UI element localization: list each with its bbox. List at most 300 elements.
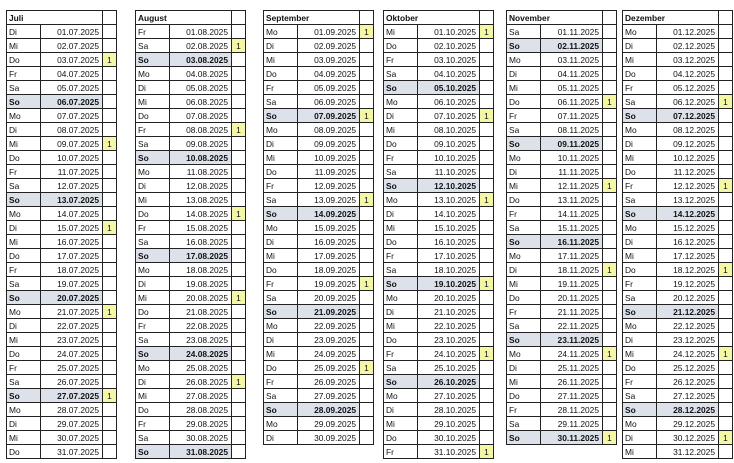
weekday-cell: Mi	[384, 319, 418, 333]
date-cell: 04.11.2025	[541, 67, 603, 81]
day-row	[623, 249, 733, 263]
flag-cell: 1	[360, 193, 374, 207]
flag-cell	[603, 249, 617, 263]
day-row	[384, 375, 494, 389]
date-cell: 07.09.2025	[298, 109, 360, 123]
day-row	[7, 221, 117, 235]
weekday-cell: Do	[136, 305, 170, 319]
weekday-cell: So	[507, 431, 541, 445]
flag-cell	[603, 151, 617, 165]
date-cell: 30.09.2025	[298, 431, 360, 445]
date-cell: 03.09.2025	[298, 53, 360, 67]
weekday-cell: Sa	[623, 291, 657, 305]
weekday-cell: Mi	[507, 81, 541, 95]
month-header-row	[507, 11, 617, 25]
weekday-cell: Do	[384, 137, 418, 151]
weekday-cell: Fr	[507, 305, 541, 319]
day-row	[507, 319, 617, 333]
flag-cell: 1	[103, 53, 117, 67]
date-cell: 11.09.2025	[298, 165, 360, 179]
day-row	[7, 123, 117, 137]
weekday-cell: Mi	[623, 249, 657, 263]
weekday-cell: Do	[7, 445, 41, 459]
weekday-cell: So	[264, 109, 298, 123]
weekday-cell: So	[384, 81, 418, 95]
weekday-cell: Do	[136, 403, 170, 417]
flag-cell	[232, 165, 246, 179]
weekday-cell: Di	[623, 431, 657, 445]
date-cell: 09.10.2025	[418, 137, 480, 151]
weekday-cell: Fr	[623, 375, 657, 389]
weekday-cell: So	[623, 403, 657, 417]
day-row	[136, 361, 246, 375]
flag-cell	[360, 53, 374, 67]
date-cell: 12.12.2025	[657, 179, 719, 193]
weekday-cell: Mo	[384, 95, 418, 109]
date-cell: 11.12.2025	[657, 165, 719, 179]
day-row	[7, 417, 117, 431]
flag-cell	[719, 221, 733, 235]
flag-cell	[719, 81, 733, 95]
weekday-cell: Mi	[384, 417, 418, 431]
date-cell: 23.07.2025	[41, 333, 103, 347]
day-row	[507, 417, 617, 431]
day-row	[136, 109, 246, 123]
date-cell: 18.10.2025	[418, 263, 480, 277]
flag-cell	[232, 109, 246, 123]
month-header-flag-cell	[360, 11, 374, 25]
date-cell: 08.09.2025	[298, 123, 360, 137]
weekday-cell: Di	[507, 361, 541, 375]
flag-cell	[719, 109, 733, 123]
month-title: Oktober	[384, 11, 480, 25]
weekday-cell: Fr	[384, 53, 418, 67]
date-cell: 27.09.2025	[298, 389, 360, 403]
weekday-cell: Mo	[623, 417, 657, 431]
date-cell: 29.12.2025	[657, 417, 719, 431]
flag-cell	[603, 81, 617, 95]
flag-cell	[232, 137, 246, 151]
weekday-cell: Fr	[136, 221, 170, 235]
flag-cell	[360, 123, 374, 137]
month-table-august	[135, 10, 246, 459]
flag-cell	[719, 291, 733, 305]
weekday-cell: Mi	[264, 249, 298, 263]
day-row	[264, 277, 374, 291]
weekday-cell: Fr	[264, 277, 298, 291]
flag-cell: 1	[603, 431, 617, 445]
flag-cell	[360, 403, 374, 417]
weekday-cell: Mi	[507, 277, 541, 291]
weekday-cell: Mi	[7, 39, 41, 53]
weekday-cell: Di	[623, 333, 657, 347]
date-cell: 01.12.2025	[657, 25, 719, 39]
day-row	[264, 319, 374, 333]
flag-cell	[719, 39, 733, 53]
date-cell: 15.08.2025	[170, 221, 232, 235]
day-row	[507, 151, 617, 165]
date-cell: 17.10.2025	[418, 249, 480, 263]
day-row	[384, 165, 494, 179]
weekday-cell: Sa	[136, 431, 170, 445]
date-cell: 26.09.2025	[298, 375, 360, 389]
date-cell: 15.12.2025	[657, 221, 719, 235]
date-cell: 03.10.2025	[418, 53, 480, 67]
flag-cell	[103, 417, 117, 431]
flag-cell	[719, 417, 733, 431]
weekday-cell: Fr	[264, 81, 298, 95]
day-row	[264, 179, 374, 193]
flag-cell	[603, 375, 617, 389]
day-row	[384, 109, 494, 123]
date-cell: 02.09.2025	[298, 39, 360, 53]
day-row	[136, 179, 246, 193]
day-row	[507, 389, 617, 403]
date-cell: 17.08.2025	[170, 249, 232, 263]
flag-cell	[480, 95, 494, 109]
flag-cell	[103, 109, 117, 123]
day-row	[623, 67, 733, 81]
date-cell: 10.10.2025	[418, 151, 480, 165]
date-cell: 22.08.2025	[170, 319, 232, 333]
weekday-cell: Di	[264, 39, 298, 53]
weekday-cell: Mi	[136, 291, 170, 305]
date-cell: 03.08.2025	[170, 53, 232, 67]
day-row	[623, 95, 733, 109]
day-row	[136, 249, 246, 263]
date-cell: 14.11.2025	[541, 207, 603, 221]
flag-cell	[360, 137, 374, 151]
date-cell: 16.07.2025	[41, 235, 103, 249]
month-table-september	[263, 10, 374, 445]
flag-cell	[360, 389, 374, 403]
day-row	[507, 165, 617, 179]
weekday-cell: Di	[7, 319, 41, 333]
date-cell: 04.09.2025	[298, 67, 360, 81]
flag-cell	[719, 235, 733, 249]
date-cell: 22.10.2025	[418, 319, 480, 333]
weekday-cell: Mi	[136, 389, 170, 403]
flag-cell: 1	[719, 347, 733, 361]
day-row	[7, 81, 117, 95]
day-row	[507, 67, 617, 81]
date-cell: 07.08.2025	[170, 109, 232, 123]
date-cell: 06.09.2025	[298, 95, 360, 109]
day-row	[136, 123, 246, 137]
weekday-cell: Di	[136, 375, 170, 389]
flag-cell	[480, 53, 494, 67]
date-cell: 24.08.2025	[170, 347, 232, 361]
date-cell: 27.12.2025	[657, 389, 719, 403]
flag-cell	[719, 389, 733, 403]
weekday-cell: So	[7, 389, 41, 403]
date-cell: 30.07.2025	[41, 431, 103, 445]
day-row	[623, 53, 733, 67]
date-cell: 29.10.2025	[418, 417, 480, 431]
weekday-cell: Di	[7, 25, 41, 39]
weekday-cell: So	[7, 193, 41, 207]
day-row	[7, 53, 117, 67]
date-cell: 09.12.2025	[657, 137, 719, 151]
flag-cell	[719, 445, 733, 459]
weekday-cell: Fr	[384, 151, 418, 165]
weekday-cell: Mi	[384, 221, 418, 235]
flag-cell	[719, 151, 733, 165]
day-row	[136, 263, 246, 277]
date-cell: 21.08.2025	[170, 305, 232, 319]
day-row	[384, 347, 494, 361]
flag-cell	[232, 67, 246, 81]
flag-cell	[103, 347, 117, 361]
date-cell: 29.08.2025	[170, 417, 232, 431]
day-row	[136, 137, 246, 151]
flag-cell	[103, 263, 117, 277]
day-row	[384, 207, 494, 221]
date-cell: 21.12.2025	[657, 305, 719, 319]
day-row	[264, 137, 374, 151]
weekday-cell: Fr	[384, 249, 418, 263]
weekday-cell: Di	[264, 431, 298, 445]
weekday-cell: Mo	[384, 193, 418, 207]
flag-cell	[360, 81, 374, 95]
flag-cell: 1	[103, 137, 117, 151]
date-cell: 12.10.2025	[418, 179, 480, 193]
day-row	[384, 263, 494, 277]
day-row	[623, 361, 733, 375]
flag-cell	[480, 81, 494, 95]
flag-cell	[719, 67, 733, 81]
day-row	[623, 277, 733, 291]
flag-cell	[719, 193, 733, 207]
weekday-cell: Mo	[507, 53, 541, 67]
day-row	[384, 235, 494, 249]
month-table-dezember	[622, 10, 733, 459]
date-cell: 14.08.2025	[170, 207, 232, 221]
day-row	[507, 193, 617, 207]
weekday-cell: Do	[384, 333, 418, 347]
day-row	[7, 179, 117, 193]
day-row	[264, 95, 374, 109]
flag-cell	[232, 445, 246, 459]
date-cell: 01.10.2025	[418, 25, 480, 39]
date-cell: 24.09.2025	[298, 347, 360, 361]
day-row	[623, 417, 733, 431]
flag-cell	[719, 137, 733, 151]
flag-cell	[232, 333, 246, 347]
day-row	[384, 319, 494, 333]
day-row	[264, 305, 374, 319]
date-cell: 01.08.2025	[170, 25, 232, 39]
day-row	[136, 445, 246, 459]
flag-cell	[232, 193, 246, 207]
day-row	[7, 375, 117, 389]
date-cell: 15.11.2025	[541, 221, 603, 235]
month-header-row	[264, 11, 374, 25]
flag-cell	[360, 263, 374, 277]
day-row	[136, 431, 246, 445]
weekday-cell: Di	[623, 235, 657, 249]
date-cell: 05.07.2025	[41, 81, 103, 95]
flag-cell	[103, 319, 117, 333]
date-cell: 10.09.2025	[298, 151, 360, 165]
date-cell: 11.07.2025	[41, 165, 103, 179]
weekday-cell: So	[7, 95, 41, 109]
weekday-cell: Fr	[264, 375, 298, 389]
flag-cell	[480, 151, 494, 165]
day-row	[264, 67, 374, 81]
month-header-flag-cell	[232, 11, 246, 25]
day-row	[384, 53, 494, 67]
flag-cell	[480, 249, 494, 263]
date-cell: 27.10.2025	[418, 389, 480, 403]
date-cell: 05.12.2025	[657, 81, 719, 95]
date-cell: 07.12.2025	[657, 109, 719, 123]
flag-cell	[232, 25, 246, 39]
flag-cell	[719, 375, 733, 389]
day-row	[623, 263, 733, 277]
date-cell: 05.08.2025	[170, 81, 232, 95]
weekday-cell: Do	[264, 165, 298, 179]
weekday-cell: Di	[264, 137, 298, 151]
flag-cell	[719, 403, 733, 417]
day-row	[384, 179, 494, 193]
weekday-cell: Di	[384, 305, 418, 319]
flag-cell	[360, 39, 374, 53]
weekday-cell: Do	[136, 207, 170, 221]
date-cell: 14.10.2025	[418, 207, 480, 221]
flag-cell	[360, 95, 374, 109]
day-row	[623, 235, 733, 249]
flag-cell	[603, 291, 617, 305]
weekday-cell: Di	[136, 81, 170, 95]
weekday-cell: Di	[384, 403, 418, 417]
date-cell: 18.11.2025	[541, 263, 603, 277]
day-row	[7, 431, 117, 445]
weekday-cell: Fr	[136, 319, 170, 333]
day-row	[264, 39, 374, 53]
flag-cell	[603, 221, 617, 235]
weekday-cell: Do	[7, 249, 41, 263]
weekday-cell: Mo	[623, 123, 657, 137]
day-row	[136, 333, 246, 347]
flag-cell	[360, 165, 374, 179]
day-row	[507, 207, 617, 221]
day-row	[7, 207, 117, 221]
flag-cell	[480, 291, 494, 305]
weekday-cell: Do	[7, 347, 41, 361]
day-row	[136, 221, 246, 235]
weekday-cell: Di	[623, 137, 657, 151]
weekday-cell: Fr	[7, 165, 41, 179]
date-cell: 08.07.2025	[41, 123, 103, 137]
flag-cell	[719, 165, 733, 179]
day-row	[623, 207, 733, 221]
weekday-cell: Di	[507, 165, 541, 179]
day-row	[507, 221, 617, 235]
weekday-cell: So	[507, 137, 541, 151]
weekday-cell: Fr	[507, 403, 541, 417]
weekday-cell: Sa	[384, 263, 418, 277]
day-row	[384, 193, 494, 207]
weekday-cell: So	[507, 39, 541, 53]
date-cell: 12.07.2025	[41, 179, 103, 193]
date-cell: 25.07.2025	[41, 361, 103, 375]
flag-cell: 1	[103, 305, 117, 319]
date-cell: 18.09.2025	[298, 263, 360, 277]
day-row	[264, 207, 374, 221]
weekday-cell: Do	[507, 95, 541, 109]
weekday-cell: Fr	[507, 207, 541, 221]
date-cell: 20.12.2025	[657, 291, 719, 305]
day-row	[384, 277, 494, 291]
weekday-cell: Di	[384, 109, 418, 123]
weekday-cell: Mo	[264, 123, 298, 137]
date-cell: 03.11.2025	[541, 53, 603, 67]
flag-cell: 1	[480, 109, 494, 123]
flag-cell	[103, 403, 117, 417]
flag-cell	[719, 123, 733, 137]
day-row	[264, 361, 374, 375]
weekday-cell: Fr	[623, 277, 657, 291]
date-cell: 24.11.2025	[541, 347, 603, 361]
flag-cell	[719, 305, 733, 319]
flag-cell	[103, 249, 117, 263]
date-cell: 10.12.2025	[657, 151, 719, 165]
date-cell: 22.11.2025	[541, 319, 603, 333]
day-row	[7, 25, 117, 39]
flag-cell: 1	[480, 445, 494, 459]
weekday-cell: Sa	[7, 179, 41, 193]
flag-cell	[232, 305, 246, 319]
day-row	[507, 263, 617, 277]
day-row	[136, 305, 246, 319]
weekday-cell: Do	[264, 263, 298, 277]
date-cell: 20.09.2025	[298, 291, 360, 305]
weekday-cell: Di	[264, 333, 298, 347]
day-row	[507, 375, 617, 389]
flag-cell	[603, 53, 617, 67]
month-table-juli	[6, 10, 117, 459]
flag-cell	[360, 375, 374, 389]
day-row	[623, 165, 733, 179]
month-title: August	[136, 11, 232, 25]
day-row	[264, 25, 374, 39]
flag-cell	[103, 81, 117, 95]
date-cell: 05.11.2025	[541, 81, 603, 95]
flag-cell: 1	[480, 193, 494, 207]
date-cell: 22.09.2025	[298, 319, 360, 333]
date-cell: 18.12.2025	[657, 263, 719, 277]
weekday-cell: Mo	[136, 67, 170, 81]
weekday-cell: Mi	[264, 347, 298, 361]
date-cell: 30.12.2025	[657, 431, 719, 445]
weekday-cell: Sa	[507, 319, 541, 333]
flag-cell	[603, 305, 617, 319]
flag-cell: 1	[480, 25, 494, 39]
day-row	[507, 53, 617, 67]
date-cell: 29.07.2025	[41, 417, 103, 431]
weekday-cell: So	[384, 277, 418, 291]
day-row	[384, 305, 494, 319]
month-title: September	[264, 11, 360, 25]
weekday-cell: Mi	[384, 123, 418, 137]
month-header-row	[384, 11, 494, 25]
flag-cell	[480, 123, 494, 137]
flag-cell: 1	[480, 277, 494, 291]
weekday-cell: Di	[264, 235, 298, 249]
date-cell: 04.12.2025	[657, 67, 719, 81]
weekday-cell: Mo	[264, 25, 298, 39]
